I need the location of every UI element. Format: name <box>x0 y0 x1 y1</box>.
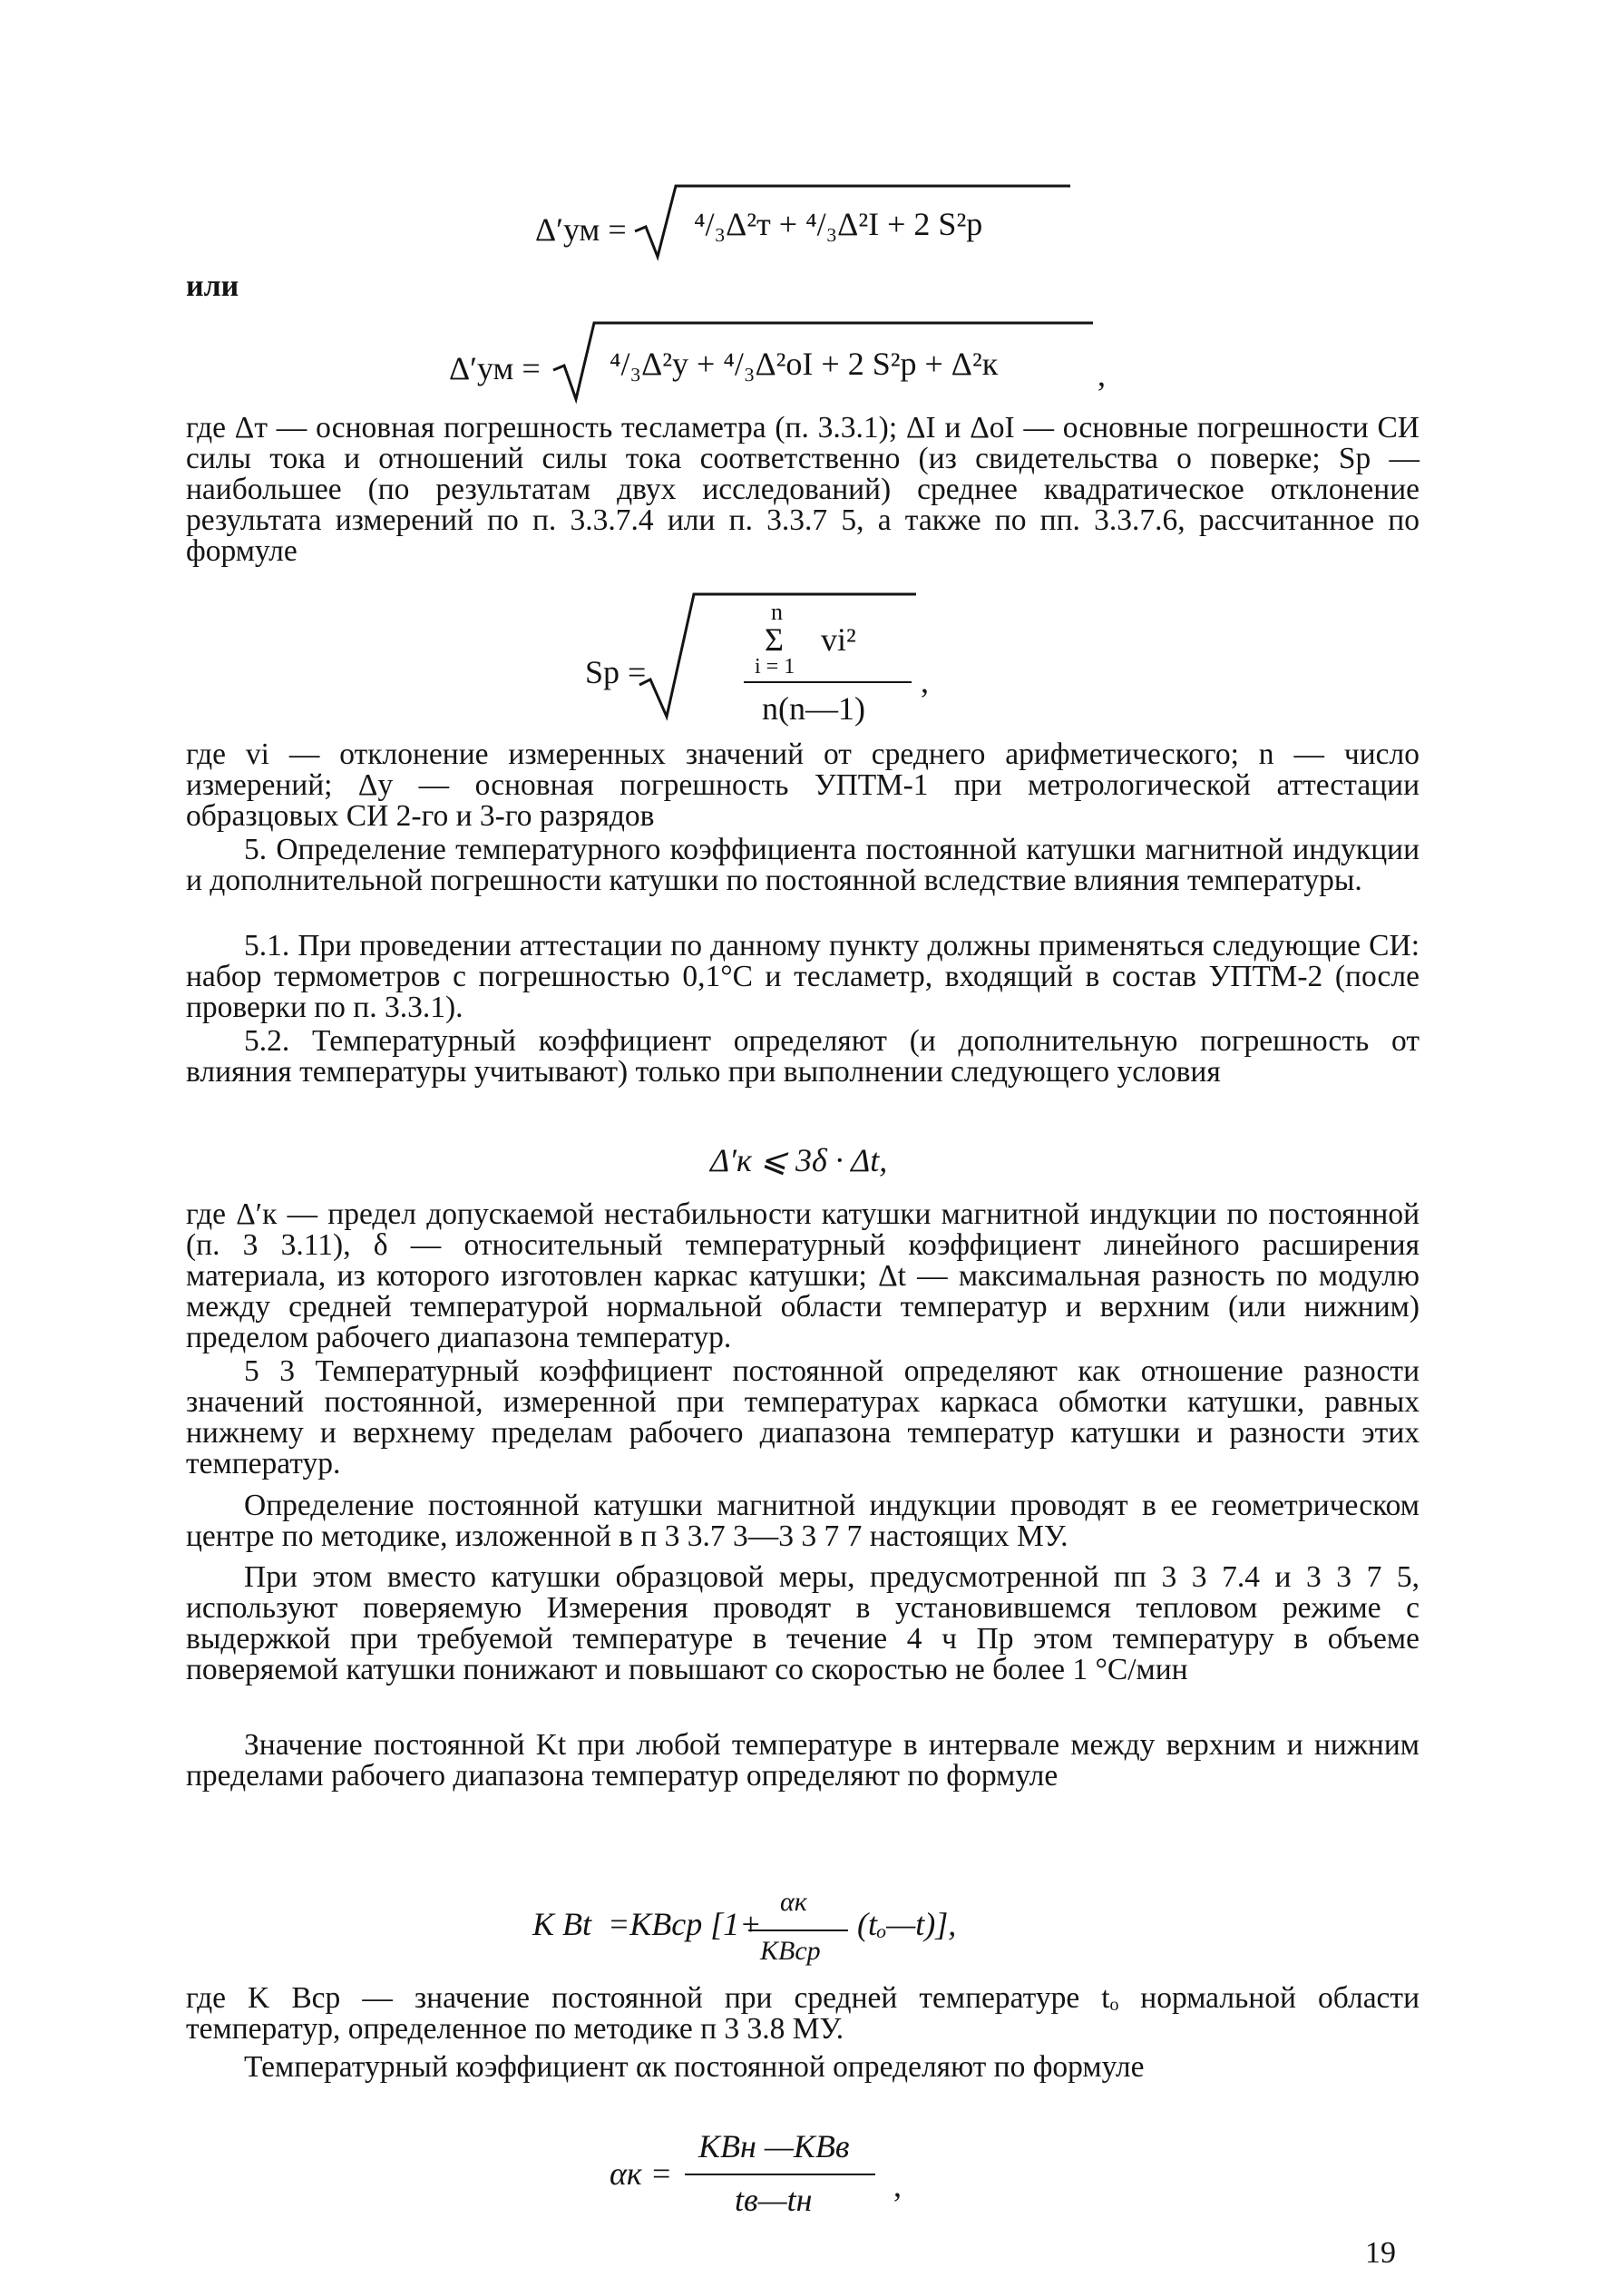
kbt-frac-den: KBср <box>760 1936 821 1966</box>
formula-2-lhs: Δ′ум = <box>449 350 541 386</box>
paragraph-2: где vi — отклонение измеренных значений от среднего арифметического; n — число измерений; Δу — основная погрешность УПТМ-1 при метрологической аттестации образцовых СИ 2-го и 3-го разрядов <box>186 738 1420 833</box>
inequality: Δ′к ⩽ 3δ · Δt, <box>710 1142 888 1178</box>
or-word: или <box>186 269 239 303</box>
kbt-eq: =KBср [1+ <box>608 1906 762 1942</box>
paragraph-7: 5 3 Температурный коэффициент постоянной определяют как отношение разности значений постоянной, измеренной при температурах каркаса обмотки катушки, равных нижнему и верхнему пределам рабочего диапазона температур катушки и разности этих температур. <box>186 1354 1420 1480</box>
paragraph-6: где Δ′к — предел допускаемой нестабильности катушки магнитной индукции по постоянной (п. 3 3.11), δ — относительный температурный коэффициент линейного расширения материала, из которого изготовлен каркас катушки; Δt — максимальная разность по модулю между средней температурой нормальной области температур и верхним (или нижним) пределом рабочего диапазона температур. <box>186 1197 1420 1354</box>
sp-denominator: n(n—1) <box>762 690 865 727</box>
sp-lhs: Sр = <box>585 654 647 690</box>
sp-sum-bottom: i = 1 <box>755 655 795 679</box>
paragraph-5: 5.2. Температурный коэффициент определяют (и дополнительную погрешность от влияния температуры учитывают) только при выполнении следующего условия <box>186 1024 1420 1089</box>
paragraph-10: Значение постоянной Kt при любой температуре в интервале между верхним и нижним пределами рабочего диапазона температур определяют по формуле <box>186 1728 1420 1793</box>
paragraph-9: При этом вместо катушки образцовой меры, предусмотренной пп 3 3 7.4 и 3 3 7 5, используют поверяемую Измерения проводят в установившемся тепловом режиме с выдержкой при требуемой температуре в течение 4 ч Пр этом температуру в объеме поверяемой катушки понижают и повышают со скоростью не более 1 °С/мин <box>186 1560 1420 1686</box>
alpha-comma: , <box>893 2167 902 2203</box>
formula-2-comma: , <box>1098 357 1106 393</box>
alpha-den: tв—tн <box>735 2182 813 2218</box>
sp-comma: , <box>921 663 929 699</box>
formula-2-radicand: ⁴/₃Δ²у + ⁴/₃Δ²оI + 2 S²р + Δ²к <box>610 346 999 382</box>
alpha-lhs: αк = <box>610 2155 673 2192</box>
formula-1-radicand: ⁴/₃Δ²т + ⁴/₃Δ²I + 2 S²р <box>694 206 983 242</box>
paragraph-3: 5. Определение температурного коэффициента постоянной катушки магнитной индукции и дополнительной погрешности катушки по постоянной вследствие влияния температуры. <box>186 833 1420 897</box>
paragraph-4: 5.1. При проведении аттестации по данному пункту должны применяться следующие СИ: набор термометров с погрешностью 0,1°С и тесламетр, входящий в состав УПТМ-2 (после проверки по п. 3.3.1). <box>186 929 1420 1024</box>
kbt-frac-num: αк <box>780 1887 807 1917</box>
paragraph-1: где Δт — основная погрешность тесламетра (п. 3.3.1); ΔI и ΔоI — основные погрешности СИ силы тока и отношений силы тока соответственно (из свидетельства о поверке; Sр — наибольшее (по результатам двух исследований) среднее квадратическое отклонение результата измерений по п. 3.3.7.4 или п. 3.3.7 5, а также по пп. 3.3.7.6, рассчитанное по формуле <box>186 411 1420 568</box>
formula-1-lhs: Δ′ум = <box>535 211 627 248</box>
kbt-tail: (tₒ—t)], <box>857 1906 957 1942</box>
sp-sum-top: n <box>771 599 783 625</box>
paragraph-12: Температурный коэффициент αк постоянной определяют по формуле <box>244 2050 1145 2084</box>
sp-sum-expr: vi² <box>821 621 856 658</box>
sp-sum-sign: Σ <box>765 621 784 658</box>
page-number: 19 <box>1365 2236 1396 2270</box>
paragraph-11: где K Bср — значение постоянной при средней температуре tₒ нормальной области температур, определенное по методике п 3 3.8 МУ. <box>186 1981 1420 2046</box>
kbt-lhs: K Bt <box>532 1906 592 1942</box>
alpha-num: KBн —KBв <box>698 2128 850 2164</box>
paragraph-8: Определение постоянной катушки магнитной индукции проводят в ее геометрическом центре по методике, изложенной в п 3 3.7 3—3 3 7 7 настоящих МУ. <box>186 1489 1420 1553</box>
